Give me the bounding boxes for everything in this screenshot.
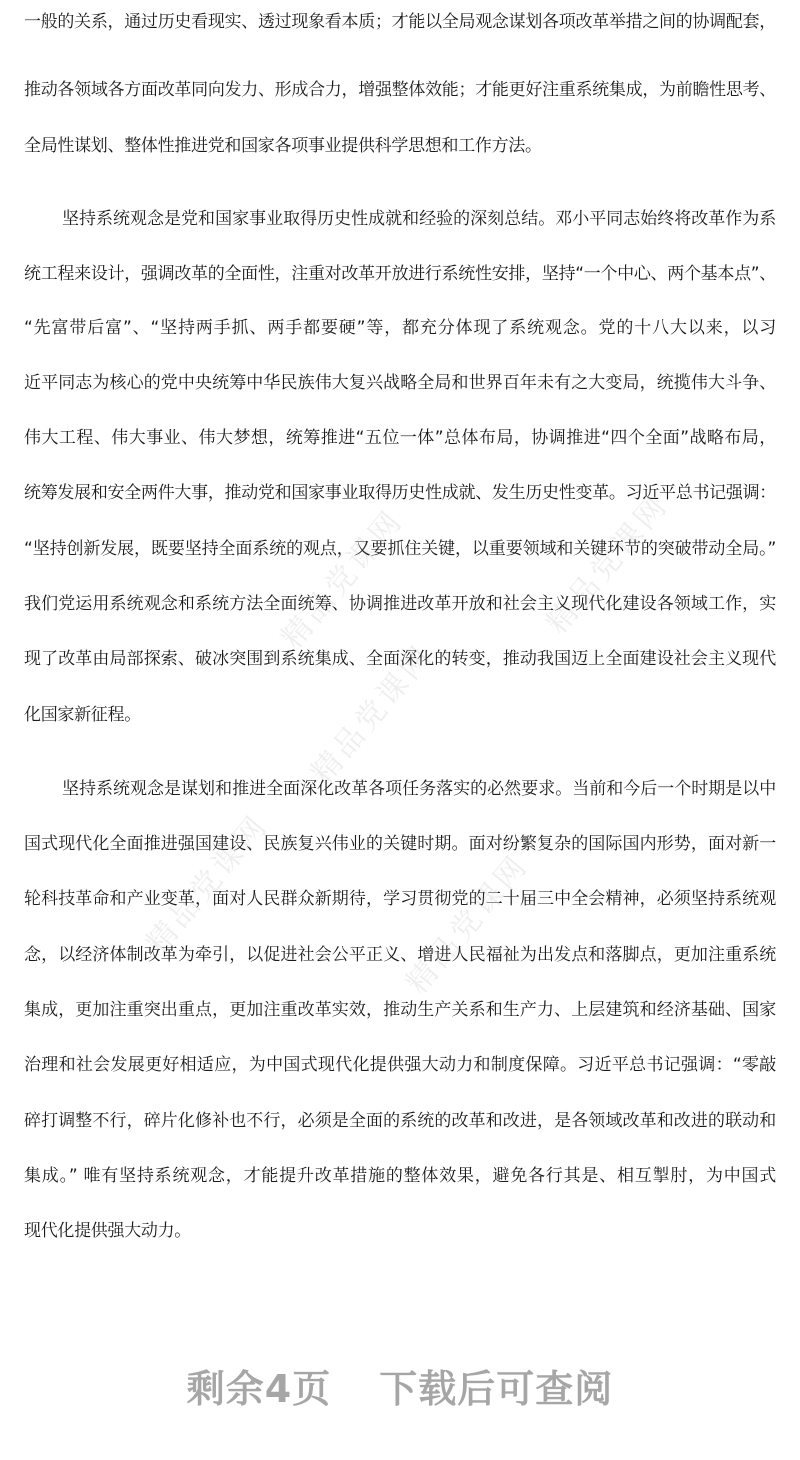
watermark-text: 精品党课网 xyxy=(274,502,411,656)
text-line: 轮科技革命和产业变革，面对人民群众新期待，学习贯彻党的二十届三中全会精神，必须坚持系统观 xyxy=(24,889,776,909)
remaining-pages-banner[interactable] xyxy=(0,1358,800,1413)
text-line: 近平同志为核心的党中央统筹中华民族伟大复兴战略全局和世界百年未有之大变局，统揽伟大斗争、 xyxy=(24,373,776,393)
remaining-pages-label: 剩余4页 xyxy=(186,1367,332,1411)
text-line: “坚持创新发展，既要坚持全面系统的观点，又要抓住关键，以重要领域和关键环节的突破带动全局。” xyxy=(24,539,776,559)
text-line: 治理和社会发展更好相适应，为中国式现代化提供强大动力和制度保障。习近平总书记强调：“零敲 xyxy=(24,1055,776,1075)
watermark-text: 精品党课网 xyxy=(539,487,676,641)
watermark-text: 精品党课网 xyxy=(304,637,441,791)
watermark-text: 精品党课网 xyxy=(399,847,536,1001)
text-line: 集成。” 唯有坚持系统观念，才能提升改革措施的整体效果，避免各行其是、相互掣肘，为中国式 xyxy=(24,1166,776,1186)
text-line: 现了改革由局部探索、破冰突围到系统集成、全面深化的转变，推动我国迈上全面建设社会主义现代 xyxy=(24,649,776,669)
text-line: 全局性谋划、整体性推进党和国家各项事业提供科学思想和工作方法。 xyxy=(24,136,542,156)
text-line: 坚持系统观念是党和国家事业取得历史性成就和经验的深刻总结。邓小平同志始终将改革作为系 xyxy=(62,209,776,229)
text-line: 一般的关系，通过历史看现实、透过现象看本质；才能以全局观念谋划各项改革举措之间的协调配套， xyxy=(24,12,776,32)
text-line: “先富带后富”、“坚持两手抓、两手都要硬”等，都充分体现了系统观念。党的十八大以来，以习 xyxy=(24,318,776,338)
text-line: 念，以经济体制改革为牵引，以促进社会公平正义、增进人民福祉为出发点和落脚点，更加注重系统 xyxy=(24,945,776,965)
text-line: 化国家新征程。 xyxy=(24,705,141,725)
text-line: 国式现代化全面推进强国建设、民族复兴伟业的关键时期。面对纷繁复杂的国际国内形势，面对新一 xyxy=(24,834,776,854)
text-line: 现代化提供强大动力。 xyxy=(24,1221,191,1241)
text-line: 集成，更加注重突出重点，更加注重改革实效，推动生产关系和生产力、上层建筑和经济基础、国家 xyxy=(24,1000,776,1020)
text-line: 碎打调整不行，碎片化修补也不行，必须是全面的系统的改革和改进，是各领域改革和改进的联动和 xyxy=(24,1111,776,1131)
download-prompt-label[interactable]: 下载后可查阅 xyxy=(379,1367,614,1411)
text-line: 坚持系统观念是谋划和推进全面深化改革各项任务落实的必然要求。当前和今后一个时期是以中 xyxy=(62,779,776,799)
text-line: 推动各领域各方面改革同向发力、形成合力，增强整体效能；才能更好注重系统集成，为前瞻性思考、 xyxy=(24,80,776,100)
text-line: 统工程来设计，强调改革的全面性，注重对改革开放进行系统性安排，坚持“一个中心、两个基本点”、 xyxy=(24,264,776,284)
text-line: 统筹发展和安全两件大事，推动党和国家事业取得历史性成就、发生历史性变革。习近平总书记强调： xyxy=(24,483,776,503)
text-line: 伟大工程、伟大事业、伟大梦想，统筹推进“五位一体”总体布局，协调推进“四个全面”战略布局， xyxy=(24,428,776,448)
text-line: 我们党运用系统观念和系统方法全面统筹、协调推进改革开放和社会主义现代化建设各领域工作，实 xyxy=(24,594,776,614)
watermark-text: 精品党课网 xyxy=(139,807,276,961)
